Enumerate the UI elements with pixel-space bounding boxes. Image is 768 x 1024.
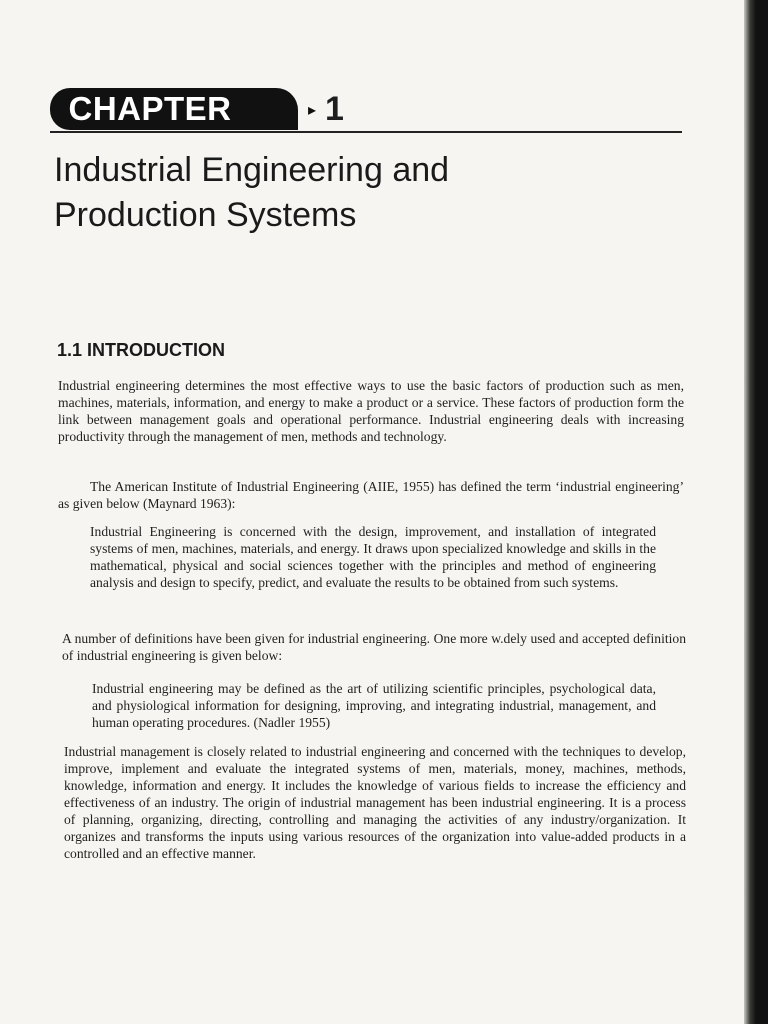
paragraph-industrial-management: Industrial management is closely related to industrial engineering and concerned with the techniques to develop, improve, implement and evaluate the integrated systems of men, materials, money, machines, methods, knowledge, information and energy. It includes the knowledge of various fields to increase the efficiency and effectiveness of an industry. The origin of industrial management has been industrial engineering. It is a process of planning, organizing, directing, controlling and managing the activities of any industry/organization. It organizes and transforms the inputs using various resources of the organization into value-added products in a controlled and an effective manner. [64, 744, 686, 861]
block-quote-nadler-definition: Industrial engineering may be defined as the art of utilizing scientific principles, psychological data, and physiological information for designing, improving, and integrating industrial, management, and human operating procedures. (Nadler 1955) [92, 681, 656, 730]
paragraph-aiie: The American Institute of Industrial Engineering (AIIE, 1955) has defined the term ‘industrial engineering’ as given below (Maynard 1963): [58, 479, 684, 511]
block-quote-aiie-definition: Industrial Engineering is concerned with the design, improvement, and installation of integrated systems of men, machines, materials, and energy. It draws upon specialized knowledge and skills in the mathematical, physical and social sciences together with the principles and method of engineering analysis and design to specify, predict, and evaluate the results to be obtained from such systems. [90, 524, 656, 590]
chapter-tab-shape [248, 88, 298, 130]
chapter-banner [50, 86, 682, 146]
section-heading: 1.1 INTRODUCTION [57, 340, 226, 360]
chapter-title [54, 148, 614, 238]
paragraph-definitions: A number of definitions have been given for industrial engineering. One more w.dely used and accepted definition of industrial engineering is given below: [62, 631, 686, 663]
paragraph-intro: Industrial engineering determines the most effective ways to use the basic factors of production such as men, machines, materials, information, and energy to make a product or a service. These factors of production form the link between management goals and operational performance. Industrial engineering deals with increasing productivity through the management of men, methods and technology. [58, 378, 684, 444]
chapter-title-line-2: Production Systems [54, 196, 357, 234]
chapter-number: 1 [325, 90, 344, 128]
page-edge-shadow [744, 0, 768, 1024]
chapter-label: CHAPTER [50, 88, 250, 130]
chapter-title-line-1: Industrial Engineering and [54, 151, 450, 189]
chapter-rule [50, 131, 682, 133]
chapter-arrow-icon: ▸ [308, 100, 317, 119]
